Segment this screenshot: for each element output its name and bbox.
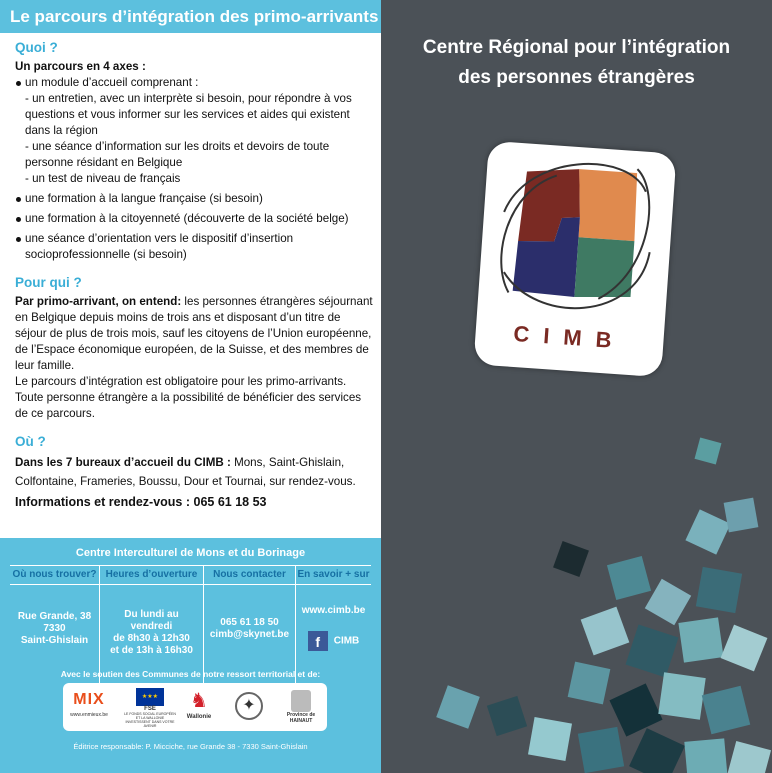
email-link[interactable]: cimb@skynet.be <box>209 629 290 640</box>
fse-logo <box>123 688 177 726</box>
list-item <box>15 75 375 187</box>
pourqui-text: les personnes étrangères séjournant en Belgique depuis moins de trois ans et disposant d’un titre de séjour de plus de trois mois, sauf les citoyens de l’Union européenne, de l’Espace économique européen, de la Suisse, et des membres de leur famille. <box>15 295 373 372</box>
editrice-text: Éditrice responsable: P. Micciche, rue Grande 38 - 7330 Saint-Ghislain <box>73 742 308 751</box>
col-more <box>296 566 371 684</box>
hainaut-icon <box>291 690 311 712</box>
facebook-link[interactable] <box>296 631 371 651</box>
facebook-label: CIMB <box>333 635 360 647</box>
footer-block <box>0 538 381 773</box>
compass-icon: ✦ <box>235 692 263 720</box>
pourqui-lead: Par primo-arrivant, on entend: <box>15 295 182 308</box>
col-contact <box>204 566 296 684</box>
compass-logo <box>229 688 269 726</box>
rooster-icon: ♞ <box>190 690 208 712</box>
info-phone: Informations et rendez-vous : 065 61 18 53 <box>15 495 267 509</box>
ou-paragraph <box>15 453 375 491</box>
mix-logo <box>67 688 111 726</box>
fse-subtext: LE FONDS SOCIAL EUROPÉEN ET LA WALLONIE INVESTISSENT DANS VOTRE AVENIR <box>124 712 176 728</box>
support-text: Avec le soutien des Communes de notre ressort territorial et de: <box>60 669 321 679</box>
mix-logo-url: www.enmieux.be <box>70 712 108 718</box>
cimb-logo-text: CIMB <box>512 320 627 354</box>
pourqui-heading: Pour qui ? <box>15 275 82 290</box>
sponsor-logos <box>63 683 327 731</box>
footer-title: Centre Interculturel de Mons et du Borinage <box>75 547 306 559</box>
col-body <box>296 585 371 651</box>
col-header: En savoir + sur <box>296 566 371 585</box>
ou-text: Mons, Saint-Ghislain, Colfontaine, Frameries, Boussu, Dour et Tournai, sur rendez-vous. <box>15 456 356 488</box>
ou-lead: Dans les 7 bureaux d’accueil du CIMB : <box>15 456 231 469</box>
eu-flag-icon: ★★★ <box>136 688 164 706</box>
ou-heading: Où ? <box>15 434 46 449</box>
mix-logo-text: MIX <box>73 691 105 708</box>
col-header: Où nous trouver? <box>10 566 99 585</box>
right-title-line: Centre Régional pour l’intégration <box>422 37 731 58</box>
sub-item: - un entretien, avec un interprète si besoin, pour répondre à vos questions et vous informer sur les services et aides qui existent dans la région <box>25 92 352 137</box>
wallonie-label: Wallonie <box>186 714 212 720</box>
facebook-icon: f <box>308 631 328 651</box>
col-hours <box>100 566 204 684</box>
axes-list <box>15 75 375 263</box>
quoi-heading: Quoi ? <box>15 40 58 55</box>
website-link[interactable]: www.cimb.be <box>301 605 366 616</box>
phone-number[interactable]: 065 61 18 50 <box>220 617 279 628</box>
col-header: Heures d’ouverture <box>100 566 203 585</box>
hours-line: et de 13h à 16h30 <box>110 645 193 656</box>
hours-line: Du lundi au <box>124 609 179 620</box>
col-header: Nous contacter <box>204 566 295 585</box>
pourqui-paragraph-2: Le parcours d’intégration est obligatoire pour les primo-arrivants. Toute personne étrangère a la possibilité de bénéficier des services de ce parcours. <box>15 375 362 420</box>
address-line: Rue Grande, 38 <box>17 611 92 622</box>
right-panel <box>381 0 772 773</box>
sub-item: - une séance d’information sur les droits et devoirs de toute personne résidant en Belgique <box>25 140 330 169</box>
pourqui-paragraph <box>15 294 375 374</box>
wallonie-logo <box>181 688 217 726</box>
hours-line: de 8h30 à 12h30 <box>113 633 190 644</box>
col-address <box>10 566 100 684</box>
puzzle-pieces-decoration <box>381 0 772 773</box>
hainaut-logo <box>279 688 323 726</box>
list-item-text: un module d’accueil comprenant : <box>25 76 199 89</box>
main-content <box>15 40 375 510</box>
quoi-subheading: Un parcours en 4 axes : <box>15 60 146 73</box>
address-line: Saint-Ghislain <box>20 635 89 646</box>
section-banner: Le parcours d’intégration des primo-arrivants <box>0 0 381 33</box>
col-body <box>204 585 295 641</box>
address-line: 7330 <box>43 623 66 634</box>
list-item: une séance d’orientation vers le dispositif d’insertion socioprofessionnelle (si besoin) <box>15 231 375 263</box>
hainaut-label: Province de HAINAUT <box>286 712 316 724</box>
left-panel <box>0 0 381 773</box>
fse-label: FSE <box>144 706 156 712</box>
right-title-line: des personnes étrangères <box>458 67 695 88</box>
list-item: une formation à la citoyenneté (découverte de la société belge) <box>15 211 375 227</box>
col-body <box>10 585 99 647</box>
list-item: une formation à la langue française (si besoin) <box>15 191 375 207</box>
col-body <box>100 585 203 657</box>
sub-item: - un test de niveau de français <box>25 172 181 185</box>
contact-grid <box>10 565 371 684</box>
hours-line: vendredi <box>130 621 173 632</box>
